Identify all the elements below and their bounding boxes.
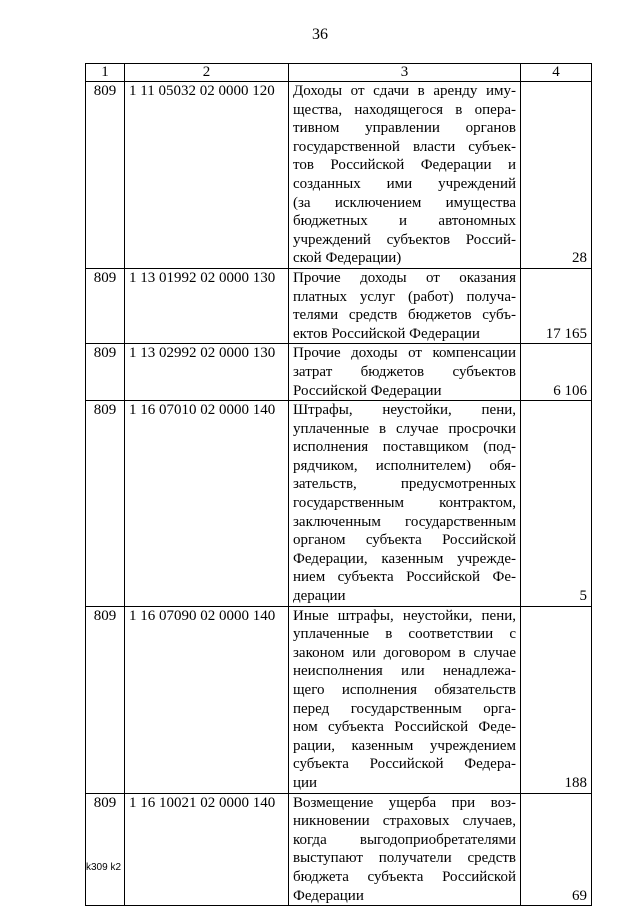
- table-row: [86, 268, 592, 343]
- description-line: когда выгодоприобретателями: [293, 831, 516, 848]
- description-line: Прочие доходы от компенсации: [293, 345, 516, 362]
- admin-code-cell: 809: [86, 793, 125, 906]
- description-line: ской Федерации): [293, 250, 402, 267]
- description-line: органом субъекта Российской: [293, 532, 516, 549]
- page-number: 36: [312, 26, 328, 43]
- revenue-code-cell: 1 11 05032 02 0000 120: [125, 82, 289, 269]
- description-line: зательств, предусмотренных: [293, 476, 516, 493]
- description-line: Прочие доходы от оказания: [293, 269, 516, 286]
- revenue-code-cell: 1 16 07090 02 0000 140: [125, 606, 289, 793]
- revenue-description-cell: [289, 606, 521, 793]
- header-col-3: 3: [289, 64, 521, 82]
- admin-code-cell: 809: [86, 401, 125, 607]
- table-row: [86, 82, 592, 269]
- description-line: Возмещение ущерба при воз-: [293, 794, 516, 811]
- description-line: Иные штрафы, неустойки, пени,: [293, 607, 516, 624]
- amount-cell: 69: [521, 793, 592, 906]
- admin-code-cell: 809: [86, 82, 125, 269]
- description-line: (за исключением имущества: [293, 194, 516, 211]
- revenue-description-cell: [289, 793, 521, 906]
- description-line: субъекта Российской Федера-: [293, 756, 516, 773]
- amount-cell: 17 165: [521, 268, 592, 343]
- table-row: [86, 606, 592, 793]
- header-col-2: 2: [125, 64, 289, 82]
- description-line: учреждений субъектов Россий-: [293, 231, 516, 248]
- revenue-code-cell: 1 16 07010 02 0000 140: [125, 401, 289, 607]
- revenue-description-cell: [289, 344, 521, 401]
- table-header-row: [86, 64, 592, 82]
- header-col-4: 4: [521, 64, 592, 82]
- header-col-1: 1: [86, 64, 125, 82]
- description-line: щего исполнения обязательств: [293, 682, 516, 698]
- description-line: дерации: [293, 588, 346, 605]
- description-line: ектов Российской Федерации: [293, 325, 480, 342]
- description-line: уплаченные в случае просрочки: [293, 420, 516, 437]
- description-line: исполнения поставщиком (под-: [293, 439, 516, 456]
- description-line: Федерации, казенным учрежде-: [293, 550, 516, 567]
- footer-document-code: k309 k2: [86, 862, 122, 873]
- description-line: нием субъекта Российской Фе-: [293, 569, 516, 586]
- description-line: уплаченные в соответствии с: [293, 626, 516, 643]
- admin-code-cell: 809: [86, 268, 125, 343]
- description-line: рации, казенным учреждением: [293, 737, 516, 754]
- revenue-description-cell: [289, 268, 521, 343]
- description-line: щества, находящегося в опера-: [293, 101, 516, 118]
- revenue-code-cell: 1 16 10021 02 0000 140: [125, 793, 289, 906]
- description-line: затрат бюджетов субъектов: [293, 363, 516, 380]
- revenue-table: [85, 63, 592, 906]
- amount-cell: 5: [521, 401, 592, 607]
- description-line: перед государственным орга-: [293, 700, 516, 717]
- amount-cell: 28: [521, 82, 592, 269]
- amount-cell: 188: [521, 606, 592, 793]
- description-line: рядчиком, исполнителем) обя-: [293, 457, 516, 474]
- description-line: Доходы от сдачи в аренду иму-: [293, 83, 516, 99]
- description-line: тивном управлении органов: [293, 120, 516, 137]
- admin-code-cell: 809: [86, 344, 125, 401]
- description-line: никновении страховых случаев,: [293, 813, 516, 830]
- description-line: выступают получатели средств: [293, 850, 516, 867]
- description-line: законом или договором в случае: [293, 644, 516, 661]
- description-line: государственной власти субъек-: [293, 138, 516, 155]
- description-line: телями средств бюджетов субъ-: [293, 307, 516, 324]
- revenue-code-cell: 1 13 02992 02 0000 130: [125, 344, 289, 401]
- revenue-description-cell: [289, 82, 521, 269]
- amount-cell: 6 106: [521, 344, 592, 401]
- description-line: Штрафы, неустойки, пени,: [293, 402, 516, 419]
- table-row: [86, 401, 592, 607]
- revenue-description-cell: [289, 401, 521, 607]
- admin-code-cell: 809: [86, 606, 125, 793]
- description-line: платных услуг (работ) получа-: [293, 288, 516, 305]
- description-line: бюджета субъекта Российской: [293, 868, 516, 885]
- table-row: [86, 344, 592, 401]
- description-line: созданных ими учреждений: [293, 175, 516, 192]
- description-line: Российской Федерации: [293, 382, 442, 399]
- description-line: ции: [293, 774, 318, 791]
- description-line: Федерации: [293, 887, 364, 904]
- description-line: заключенным государственным: [293, 513, 516, 530]
- description-line: ном субъекта Российской Феде-: [293, 719, 516, 736]
- table-row: [86, 793, 592, 906]
- description-line: тов Российской Федерации и: [293, 157, 516, 174]
- description-line: бюджетных и автономных: [293, 213, 516, 230]
- description-line: государственным контрактом,: [293, 495, 516, 512]
- revenue-code-cell: 1 13 01992 02 0000 130: [125, 268, 289, 343]
- description-line: неисполнения или ненадлежа-: [293, 663, 516, 680]
